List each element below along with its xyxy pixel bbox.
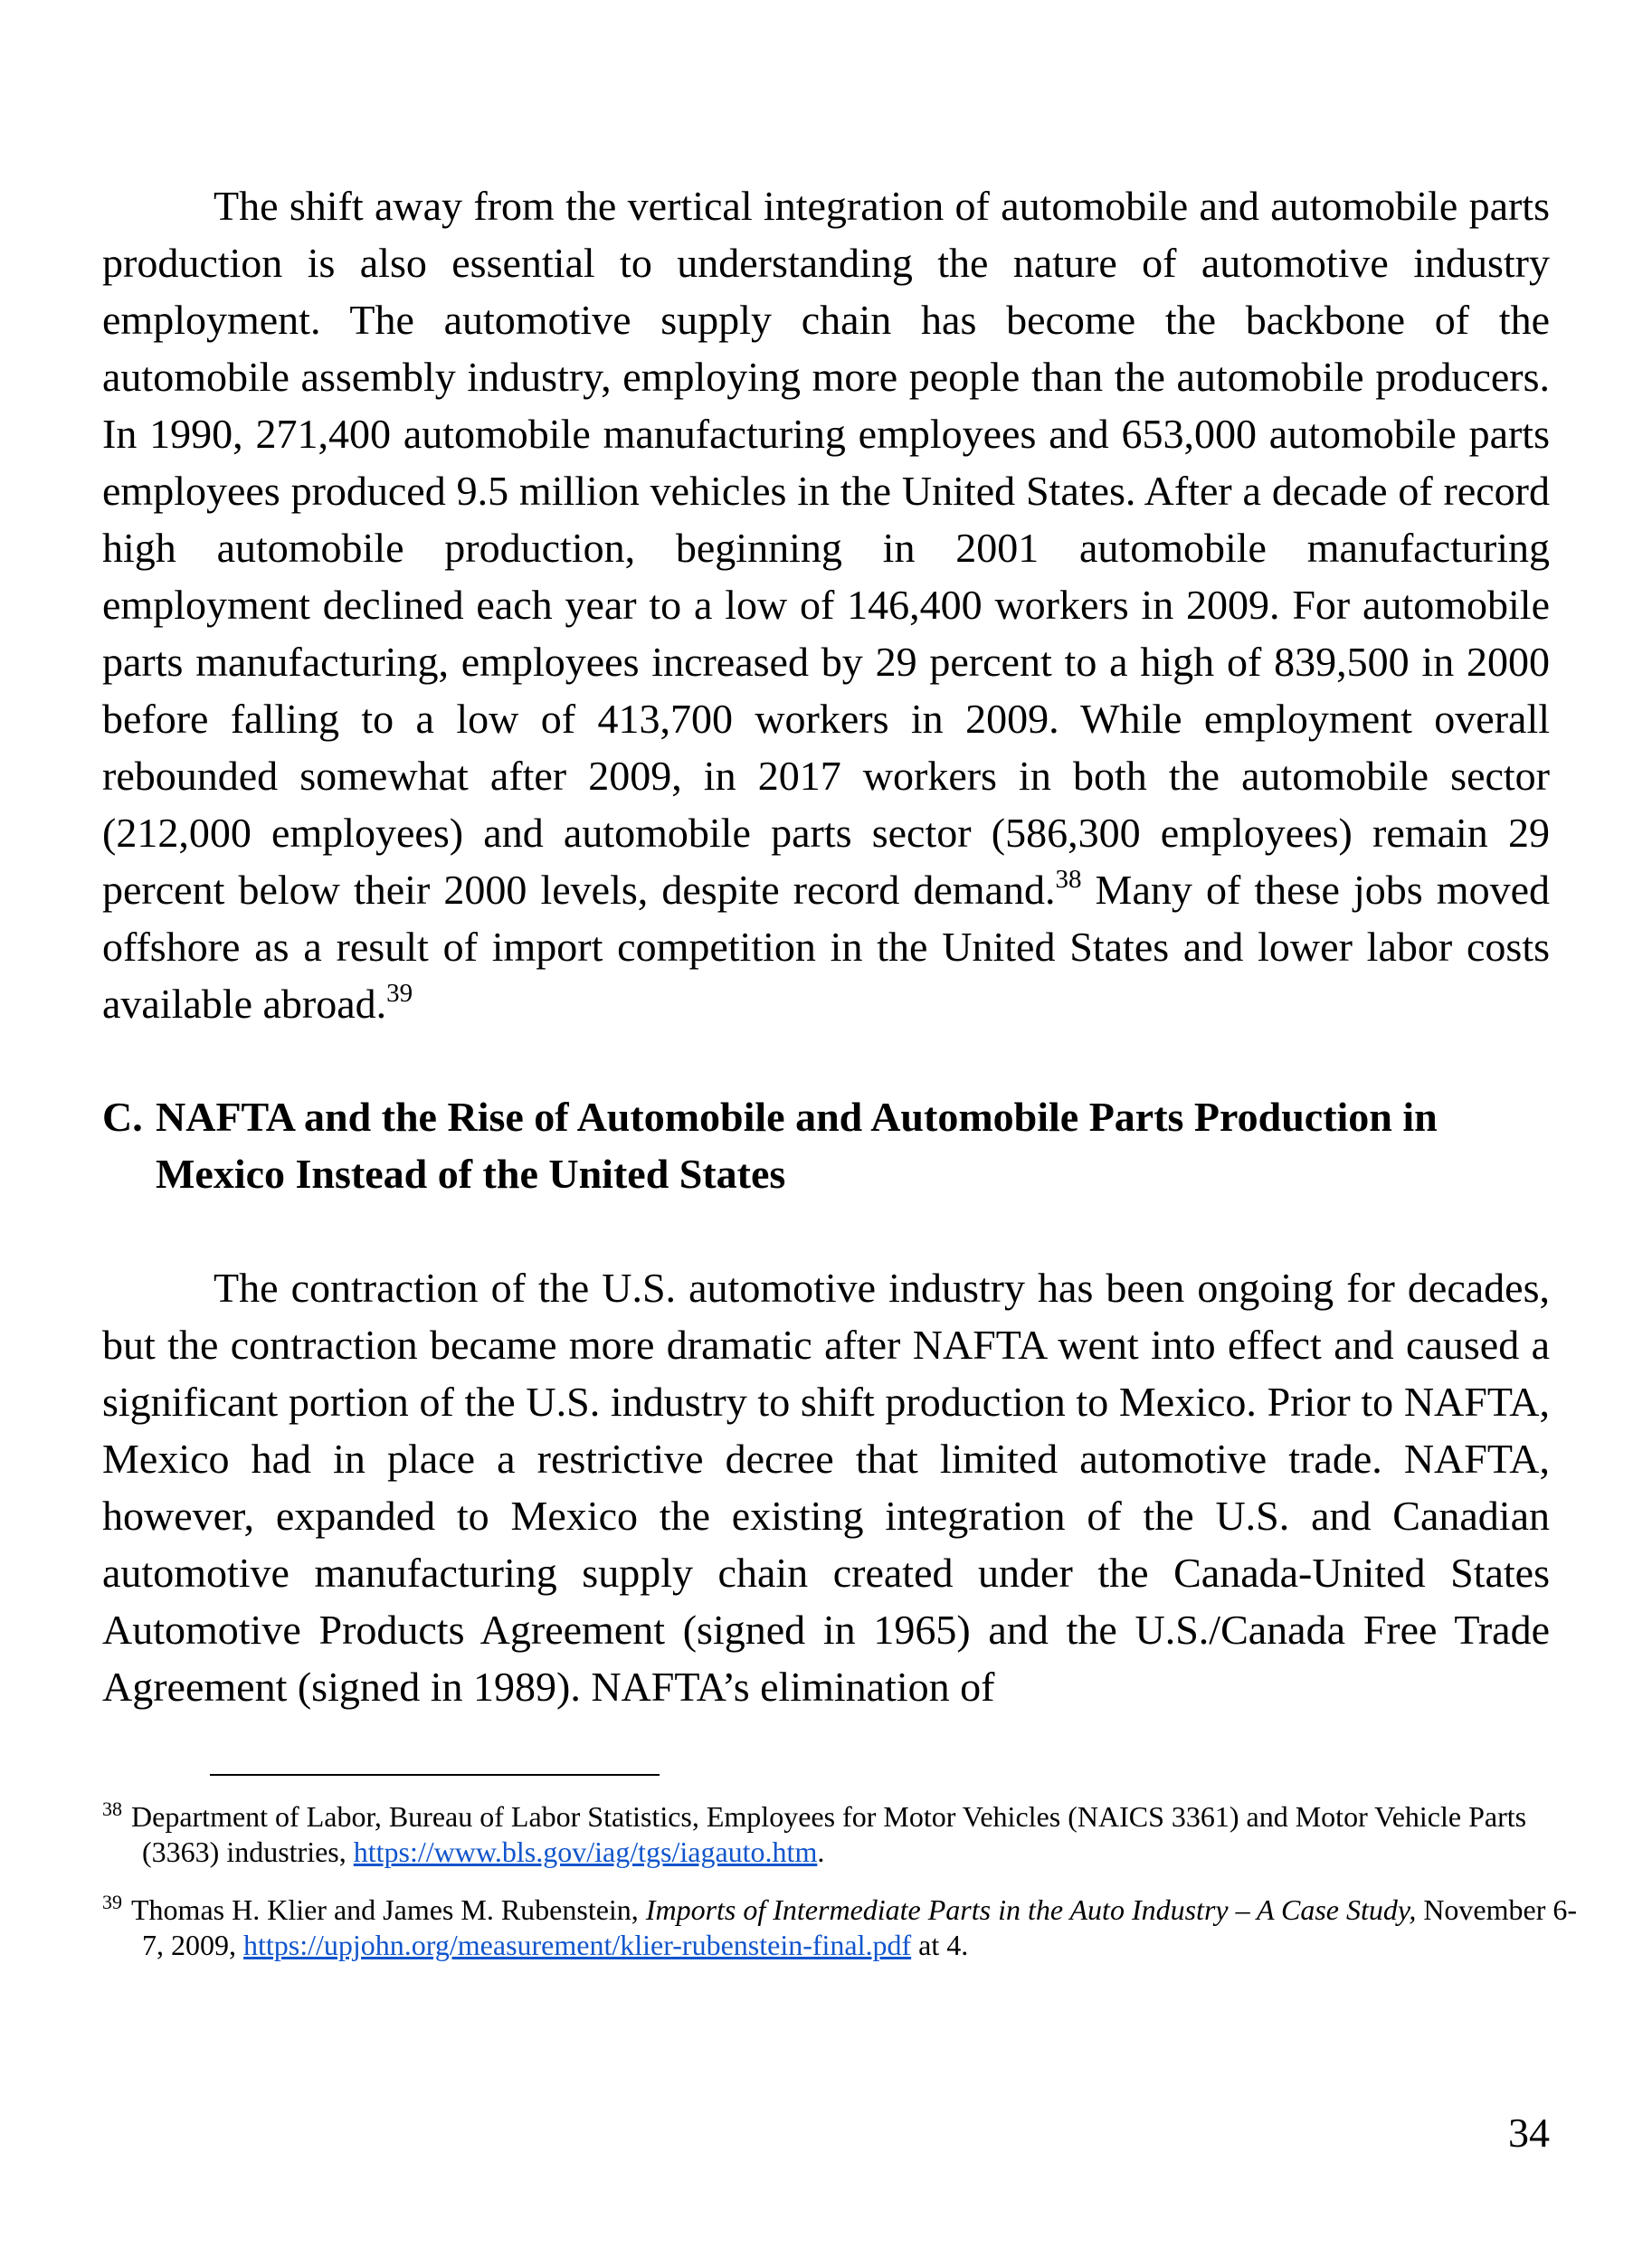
footnote-text: Department of Labor, Bureau of Labor Statistics, Employees for Motor Vehicles (NAICS 3361) and Motor Vehicle Parts (3363) industries, <box>131 1800 1527 1868</box>
section-heading <box>102 1088 1568 1202</box>
body-paragraph-employment <box>102 177 1550 1032</box>
section-letter: C. <box>102 1094 143 1140</box>
footnote-text-end: . <box>817 1835 825 1868</box>
paragraph-text: The contraction of the U.S. automotive industry has been ongoing for decades, but the contraction became more dramatic after NAFTA went into effect and caused a significant portion of the U.S. industry to shift production to Mexico. Prior to NAFTA, Mexico had in place a restrictive decree that limited automotive trade. NAFTA, however, expanded to Mexico the existing integration of the U.S. and Canadian automotive manufacturing supply chain created under the Canada-United States Automotive Products Agreement (signed in 1965) and the U.S./Canada Free Trade Agreement (signed in 1989). NAFTA’s elimination of <box>102 1265 1550 1710</box>
footnote-text: Thomas H. Klier and James M. Rubenstein, <box>131 1893 646 1926</box>
paragraph-text: The shift away from the vertical integration of automobile and automobile parts production is also essential to understanding the nature of automotive industry employment. The automotive supply chain has become the backbone of the automobile assembly industry, employing more people than the automobile producers. In 1990, 271,400 automobile manufacturing employees and 653,000 automobile parts employees produced 9.5 million vehicles in the United States. After a decade of record high automobile production, beginning in 2001 automobile manufacturing employment declined each year to a low of 146,400 workers in 2009. For automobile parts manufacturing, employees increased by 29 percent to a high of 839,500 in 2000 before falling to a low of 413,700 workers in 2009. While employment overall rebounded somewhat after 2009, in 2017 workers in both the automobile sector (212,000 employees) and automobile parts sector (586,300 employees) remain 29 percent below their 2000 levels, despite record demand. <box>102 183 1550 913</box>
footnote-link-bls[interactable]: https://www.bls.gov/iag/tgs/iagauto.htm <box>353 1835 818 1868</box>
paragraph-text-continued: Many of these jobs moved offshore as a result of import competition in the United States and lower labor costs available abroad. <box>102 867 1550 1027</box>
footnote-38: 38 Department of Labor, Bureau of Labor Statistics, Employees for Motor Vehicles (NAICS 3361) and Motor Vehicle Parts (3363) industries, https://www.bls.gov/iag/tgs/iagauto.htm. <box>102 1797 1527 1868</box>
footnote-reference-38[interactable]: 38 <box>1055 865 1082 894</box>
footnote-text-date: November 6-7, 2009, <box>142 1893 1578 1961</box>
footnote-title: Imports of Intermediate Parts in the Auto Industry – A Case Study, <box>645 1893 1417 1926</box>
footnote-separator <box>210 1774 660 1776</box>
footnote-39: 39 Thomas H. Klier and James M. Rubenstein, Imports of Intermediate Parts in the Auto Industry – A Case Study, November 6-7, 2009, https://upjohn.org/measurement/klier-rubenstein-final.pdf at 4. <box>102 1891 1578 1961</box>
footnote-text-end: at 4. <box>911 1929 969 1961</box>
footnote-reference-39[interactable]: 39 <box>386 979 413 1008</box>
section-title: NAFTA and the Rise of Automobile and Automobile Parts Production in Mexico Instead of the United States <box>156 1094 1438 1197</box>
page-number: 34 <box>1508 2110 1550 2156</box>
body-paragraph-nafta <box>102 1259 1550 1715</box>
footnote-link-upjohn[interactable]: https://upjohn.org/measurement/klier-rubenstein-final.pdf <box>243 1929 912 1961</box>
